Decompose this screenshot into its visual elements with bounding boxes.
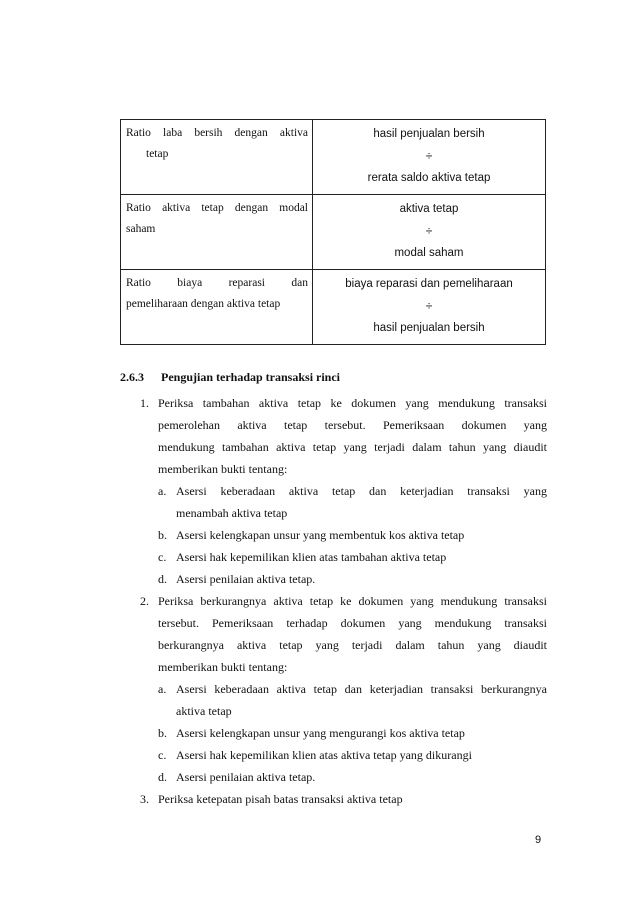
- text-line: Asersi keberadaan aktiva tetap dan keterjadian transaksi yang: [176, 484, 547, 498]
- sub-item-text: [176, 524, 547, 546]
- text-line: Periksa berkurangnya aktiva tetap ke dokumen yang mendukung transaksi: [158, 594, 547, 608]
- text-line: tersebut. Pemeriksaan terhadap dokumen yang mendukung transaksi: [158, 616, 547, 630]
- sub-item-text: [176, 744, 547, 766]
- text-line: aktiva tetap: [176, 704, 232, 718]
- table-row: [121, 120, 546, 195]
- ratio-label-line: Ratio biaya reparasi dan: [126, 277, 308, 289]
- text-line: Asersi keberadaan aktiva tetap dan keterjadian transaksi berkurangnya: [176, 682, 547, 696]
- text-line: mendukung tambahan aktiva tetap yang terjadi dalam tahun yang diaudit: [158, 440, 547, 454]
- sub-item-text: [176, 546, 547, 568]
- sub-item-text: [176, 722, 547, 744]
- section-heading: [120, 370, 340, 385]
- formula-denominator: hasil penjualan bersih: [373, 322, 485, 334]
- text-line: Asersi hak kepemilikan klien atas aktiva tetap yang dikurangi: [176, 748, 472, 762]
- formula-numerator: biaya reparasi dan pemeliharaan: [345, 278, 513, 290]
- sub-item-letter: b.: [158, 528, 167, 542]
- text-line: Asersi hak kepemilikan klien atas tambahan aktiva tetap: [176, 550, 447, 564]
- ratio-label: [121, 270, 313, 345]
- ratio-table: [120, 119, 546, 345]
- item-text: [158, 788, 547, 810]
- sub-item-text: [176, 480, 547, 524]
- item-text: [158, 590, 547, 678]
- sub-item-text: [176, 568, 547, 590]
- sub-item-letter: a.: [158, 682, 167, 696]
- sub-item-letter: d.: [158, 572, 167, 586]
- text-line: menambah aktiva tetap: [176, 506, 288, 520]
- item-text: [158, 392, 547, 480]
- ratio-formula: [313, 270, 546, 345]
- text-line: Periksa ketepatan pisah batas transaksi aktiva tetap: [158, 792, 403, 806]
- item-number: 3.: [140, 792, 149, 806]
- ratio-label: [121, 195, 313, 270]
- ratio-label-line: Ratio aktiva tetap dengan modal: [126, 202, 308, 214]
- sub-item-text: [176, 766, 547, 788]
- sub-item-letter: d.: [158, 770, 167, 784]
- text-line: memberikan bukti tentang:: [158, 462, 288, 476]
- ratio-label-line: Ratio laba bersih dengan aktiva: [126, 127, 308, 139]
- text-line: Asersi kelengkapan unsur yang membentuk kos aktiva tetap: [176, 528, 465, 542]
- page-number: 9: [535, 834, 542, 846]
- ratio-label: [121, 120, 313, 195]
- sub-item-letter: c.: [158, 748, 167, 762]
- item-number: 2.: [140, 594, 149, 608]
- ratio-label-line: saham: [126, 223, 156, 235]
- section-title: Pengujian terhadap transaksi rinci: [161, 370, 341, 384]
- divide-operator: ÷: [425, 149, 433, 163]
- item-number: 1.: [140, 396, 149, 410]
- divide-operator: ÷: [425, 224, 433, 238]
- divide-operator: ÷: [425, 299, 433, 313]
- text-line: Asersi penilaian aktiva tetap.: [176, 572, 316, 586]
- text-line: Asersi kelengkapan unsur yang mengurangi kos aktiva tetap: [176, 726, 465, 740]
- sub-item-letter: a.: [158, 484, 167, 498]
- sub-item-text: [176, 678, 547, 722]
- text-line: berkurangnya aktiva tetap yang terjadi dalam tahun yang diaudit: [158, 638, 547, 652]
- formula-numerator: hasil penjualan bersih: [373, 128, 485, 140]
- table-row: [121, 270, 546, 345]
- sub-item-letter: c.: [158, 550, 167, 564]
- table-row: [121, 195, 546, 270]
- ratio-label-line: tetap: [146, 148, 169, 160]
- formula-numerator: aktiva tetap: [399, 203, 459, 215]
- text-line: Periksa tambahan aktiva tetap ke dokumen yang mendukung transaksi: [158, 396, 547, 410]
- sub-item-letter: b.: [158, 726, 167, 740]
- text-line: pemerolehan aktiva tetap tersebut. Pemeriksaan dokumen yang: [158, 418, 547, 432]
- ratio-label-line: pemeliharaan dengan aktiva tetap: [126, 298, 281, 310]
- ratio-formula: [313, 195, 546, 270]
- formula-denominator: rerata saldo aktiva tetap: [367, 172, 491, 184]
- ratio-formula: [313, 120, 546, 195]
- section-number: 2.6.3: [120, 370, 144, 384]
- text-line: memberikan bukti tentang:: [158, 660, 288, 674]
- formula-denominator: modal saham: [394, 247, 464, 259]
- text-line: Asersi penilaian aktiva tetap.: [176, 770, 316, 784]
